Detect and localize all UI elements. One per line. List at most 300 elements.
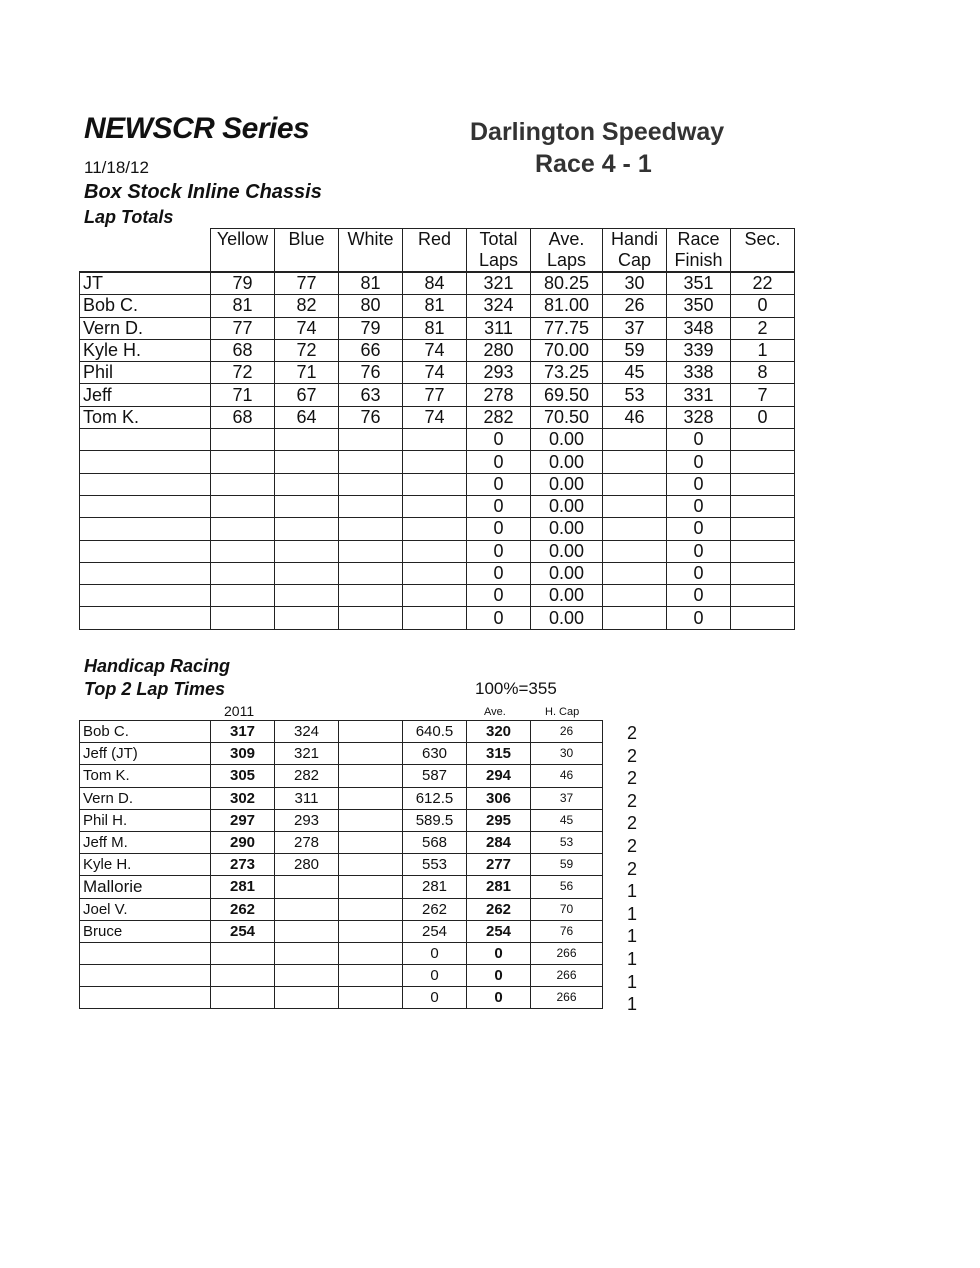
table-cell: 22: [731, 272, 795, 295]
handicap-total-cell: 587: [403, 765, 467, 787]
lap-count: 1: [627, 971, 638, 992]
table-row: [80, 272, 795, 295]
handicap-hcap-cell: 266: [531, 942, 603, 964]
racer-name: Joel V.: [80, 898, 211, 920]
column-header: Race Finish: [667, 229, 731, 273]
table-cell: 0.00: [531, 540, 603, 562]
table-row: [80, 743, 603, 765]
racer-name: Jeff M.: [80, 831, 211, 853]
table-row: [80, 362, 795, 384]
table-cell: [339, 429, 403, 451]
handicap-lap2-cell: [275, 942, 339, 964]
handicap-ave-cell: 254: [467, 920, 531, 942]
lap-count: 2: [627, 745, 638, 766]
table-cell: 37: [603, 317, 667, 339]
table-cell: [603, 518, 667, 540]
hcap-label: H. Cap: [545, 706, 580, 718]
lap-count: 2: [627, 723, 638, 743]
table-cell: 46: [603, 406, 667, 428]
lap-count: 1: [627, 881, 638, 902]
table-cell: 71: [211, 384, 275, 406]
handicap-hcap-cell: 266: [531, 965, 603, 987]
handicap-ave-cell: 284: [467, 831, 531, 853]
lap-count: 2: [627, 768, 638, 789]
handicap-hcap-cell: 70: [531, 898, 603, 920]
class-title: Box Stock Inline Chassis: [84, 181, 322, 203]
table-cell: 68: [211, 406, 275, 428]
table-row: [80, 473, 795, 495]
table-row: [80, 295, 795, 317]
table-cell: 7: [731, 384, 795, 406]
table-cell: 81: [339, 272, 403, 295]
table-cell: [275, 562, 339, 584]
handicap-lap2-cell: [275, 898, 339, 920]
handicap-y2011-cell: 273: [211, 854, 275, 876]
table-cell: [731, 429, 795, 451]
table-cell: 68: [211, 339, 275, 361]
table-cell: [403, 495, 467, 517]
table-row: [80, 339, 795, 361]
handicap-total-cell: 0: [403, 965, 467, 987]
table-cell: [403, 473, 467, 495]
table-cell: 0.00: [531, 585, 603, 607]
racer-name: Vern D.: [80, 787, 211, 809]
header-blank: [80, 229, 211, 273]
handicap-lap2-cell: [275, 876, 339, 898]
driver-name: Tom K.: [80, 406, 211, 428]
table-cell: 77: [403, 384, 467, 406]
table-cell: 0: [467, 518, 531, 540]
table-cell: [211, 607, 275, 629]
table-cell: 351: [667, 272, 731, 295]
handicap-blank-cell: [339, 854, 403, 876]
track-title: Darlington Speedway: [470, 118, 725, 146]
handicap-ave-cell: 294: [467, 765, 531, 787]
table-row: [80, 721, 603, 743]
driver-name: Kyle H.: [80, 339, 211, 361]
table-cell: [603, 607, 667, 629]
handicap-y2011-cell: [211, 987, 275, 1009]
handicap-hcap-cell: 30: [531, 743, 603, 765]
column-header: White: [339, 229, 403, 273]
handicap-ave-cell: 320: [467, 721, 531, 743]
table-cell: [339, 540, 403, 562]
table-cell: [339, 607, 403, 629]
handicap-total-cell: 0: [403, 942, 467, 964]
racer-name: Jeff (JT): [80, 743, 211, 765]
table-row: [80, 876, 603, 898]
table-cell: 74: [275, 317, 339, 339]
handicap-ave-cell: 0: [467, 987, 531, 1009]
table-cell: 0: [467, 473, 531, 495]
handicap-y2011-cell: 262: [211, 898, 275, 920]
column-header: Sec.: [731, 229, 795, 273]
handicap-y2011-cell: 254: [211, 920, 275, 942]
handicap-hcap-cell: 45: [531, 809, 603, 831]
handicap-blank-cell: [339, 965, 403, 987]
driver-name: [80, 495, 211, 517]
handicap-ave-cell: 295: [467, 809, 531, 831]
table-cell: [339, 585, 403, 607]
table-row: [80, 765, 603, 787]
table-cell: 0: [467, 607, 531, 629]
table-cell: 0: [731, 295, 795, 317]
table-cell: [275, 518, 339, 540]
racer-name: Kyle H.: [80, 854, 211, 876]
table-cell: [275, 607, 339, 629]
table-cell: 0: [667, 518, 731, 540]
table-cell: [275, 495, 339, 517]
table-row: [80, 607, 795, 629]
handicap-blank-cell: [339, 721, 403, 743]
table-cell: 67: [275, 384, 339, 406]
handicap-lap2-cell: 280: [275, 854, 339, 876]
table-cell: [731, 585, 795, 607]
driver-name: Bob C.: [80, 295, 211, 317]
handicap-blank-cell: [339, 787, 403, 809]
table-cell: [211, 562, 275, 584]
table-cell: [603, 495, 667, 517]
table-row: [80, 898, 603, 920]
column-header: Handi Cap: [603, 229, 667, 273]
handicap-blank-cell: [339, 942, 403, 964]
table-cell: 79: [339, 317, 403, 339]
lap-count: 1: [627, 948, 638, 969]
table-cell: [731, 518, 795, 540]
table-cell: 73.25: [531, 362, 603, 384]
table-cell: 72: [275, 339, 339, 361]
handicap-lap2-cell: 293: [275, 809, 339, 831]
table-cell: [603, 585, 667, 607]
table-cell: 0.00: [531, 451, 603, 473]
table-cell: 331: [667, 384, 731, 406]
table-cell: [275, 473, 339, 495]
table-cell: 0: [667, 607, 731, 629]
driver-name: [80, 518, 211, 540]
column-header: Yellow: [211, 229, 275, 273]
racer-name: Phil H.: [80, 809, 211, 831]
handicap-blank-cell: [339, 743, 403, 765]
table-cell: 0: [467, 540, 531, 562]
driver-name: Jeff: [80, 384, 211, 406]
handicap-blank-cell: [339, 765, 403, 787]
table-cell: 0: [467, 495, 531, 517]
table-cell: 350: [667, 295, 731, 317]
handicap-subtitle: Top 2 Lap Times: [84, 679, 226, 699]
table-cell: 0: [667, 451, 731, 473]
table-row: [80, 429, 795, 451]
table-cell: 74: [403, 339, 467, 361]
table-cell: [211, 585, 275, 607]
table-cell: 280: [467, 339, 531, 361]
percent-note: 100%=355: [475, 679, 557, 698]
handicap-hcap-cell: 46: [531, 765, 603, 787]
handicap-y2011-cell: [211, 942, 275, 964]
column-header: Blue: [275, 229, 339, 273]
table-row: [80, 451, 795, 473]
handicap-hcap-cell: 37: [531, 787, 603, 809]
table-cell: 84: [403, 272, 467, 295]
handicap-lap2-cell: [275, 920, 339, 942]
handicap-ave-cell: 281: [467, 876, 531, 898]
lap-totals-title: Lap Totals: [84, 207, 174, 227]
handicap-ave-cell: 277: [467, 854, 531, 876]
table-cell: 66: [339, 339, 403, 361]
table-cell: [275, 429, 339, 451]
lap-count: 1: [627, 926, 638, 947]
table-cell: 77: [211, 317, 275, 339]
racer-name: [80, 942, 211, 964]
year-label: 2011: [224, 703, 255, 719]
table-cell: 81: [403, 295, 467, 317]
table-cell: [211, 429, 275, 451]
table-cell: 0.00: [531, 518, 603, 540]
table-cell: 77.75: [531, 317, 603, 339]
column-header: Total Laps: [467, 229, 531, 273]
handicap-ave-cell: 306: [467, 787, 531, 809]
ave-label: Ave.: [484, 706, 506, 718]
table-cell: [603, 451, 667, 473]
handicap-ave-cell: 262: [467, 898, 531, 920]
table-cell: 0: [667, 473, 731, 495]
driver-name: [80, 451, 211, 473]
driver-name: [80, 473, 211, 495]
table-cell: 293: [467, 362, 531, 384]
table-cell: 0: [667, 562, 731, 584]
table-cell: 8: [731, 362, 795, 384]
table-cell: 71: [275, 362, 339, 384]
handicap-hcap-cell: 59: [531, 854, 603, 876]
table-cell: 348: [667, 317, 731, 339]
table-cell: 79: [211, 272, 275, 295]
table-cell: [339, 518, 403, 540]
table-cell: 278: [467, 384, 531, 406]
table-row: [80, 585, 795, 607]
handicap-lap2-cell: [275, 965, 339, 987]
table-cell: [339, 451, 403, 473]
table-row: [80, 562, 795, 584]
table-cell: [731, 562, 795, 584]
table-cell: [275, 451, 339, 473]
handicap-y2011-cell: 309: [211, 743, 275, 765]
table-cell: 81: [211, 295, 275, 317]
driver-name: [80, 429, 211, 451]
table-cell: 59: [603, 339, 667, 361]
table-row: [80, 384, 795, 406]
lap-count: 2: [627, 790, 638, 811]
table-cell: [211, 473, 275, 495]
handicap-title: Handicap Racing: [84, 656, 231, 676]
table-cell: 81: [403, 317, 467, 339]
table-cell: 0.00: [531, 607, 603, 629]
lap-count: 2: [627, 813, 638, 834]
table-row: [80, 809, 603, 831]
table-cell: 69.50: [531, 384, 603, 406]
table-cell: [403, 518, 467, 540]
lap-count: 2: [627, 858, 638, 879]
handicap-lap2-cell: 311: [275, 787, 339, 809]
handicap-y2011-cell: 302: [211, 787, 275, 809]
race-date: 11/18/12: [84, 158, 149, 177]
table-cell: 339: [667, 339, 731, 361]
table-cell: [403, 451, 467, 473]
handicap-blank-cell: [339, 831, 403, 853]
table-cell: 0: [667, 585, 731, 607]
handicap-total-cell: 630: [403, 743, 467, 765]
handicap-y2011-cell: [211, 965, 275, 987]
table-cell: 74: [403, 406, 467, 428]
table-cell: 72: [211, 362, 275, 384]
table-row: [80, 987, 603, 1009]
table-cell: 53: [603, 384, 667, 406]
table-cell: 0: [667, 495, 731, 517]
race-title: Race 4 - 1: [535, 150, 652, 178]
table-row: [80, 920, 603, 942]
table-cell: 70.50: [531, 406, 603, 428]
handicap-total-cell: 262: [403, 898, 467, 920]
table-cell: 2: [731, 317, 795, 339]
table-cell: 311: [467, 317, 531, 339]
handicap-hcap-cell: 56: [531, 876, 603, 898]
table-cell: [339, 562, 403, 584]
handicap-y2011-cell: 290: [211, 831, 275, 853]
table-cell: [403, 562, 467, 584]
table-cell: 328: [667, 406, 731, 428]
column-header: Ave. Laps: [531, 229, 603, 273]
driver-name: Vern D.: [80, 317, 211, 339]
table-row: [80, 942, 603, 964]
driver-name: JT: [80, 272, 211, 295]
table-cell: [731, 495, 795, 517]
handicap-y2011-cell: 317: [211, 721, 275, 743]
racer-name: [80, 965, 211, 987]
table-row: [80, 518, 795, 540]
table-cell: 64: [275, 406, 339, 428]
table-cell: [211, 540, 275, 562]
racer-name: Tom K.: [80, 765, 211, 787]
handicap-blank-cell: [339, 987, 403, 1009]
handicap-lap2-cell: 282: [275, 765, 339, 787]
table-cell: 338: [667, 362, 731, 384]
table-cell: 324: [467, 295, 531, 317]
table-cell: [403, 429, 467, 451]
table-cell: [603, 540, 667, 562]
table-cell: 0: [731, 406, 795, 428]
table-cell: [731, 540, 795, 562]
driver-name: [80, 607, 211, 629]
handicap-total-cell: 553: [403, 854, 467, 876]
table-cell: 63: [339, 384, 403, 406]
racer-name: Mallorie: [80, 876, 211, 898]
handicap-hcap-cell: 53: [531, 831, 603, 853]
driver-name: [80, 585, 211, 607]
series-title: NEWSCR Series: [84, 112, 310, 145]
handicap-total-cell: 612.5: [403, 787, 467, 809]
lap-table-header: [80, 229, 795, 273]
table-cell: 0: [667, 429, 731, 451]
handicap-count-column: [627, 722, 637, 1016]
table-cell: [603, 562, 667, 584]
handicap-ave-cell: 315: [467, 743, 531, 765]
handicap-y2011-cell: 297: [211, 809, 275, 831]
handicap-lap2-cell: 278: [275, 831, 339, 853]
table-cell: [211, 518, 275, 540]
table-row: [80, 854, 603, 876]
handicap-hcap-cell: 266: [531, 987, 603, 1009]
table-row: [80, 495, 795, 517]
lap-count: 1: [627, 994, 638, 1015]
table-cell: [403, 540, 467, 562]
handicap-y2011-cell: 281: [211, 876, 275, 898]
table-cell: 77: [275, 272, 339, 295]
table-cell: [211, 495, 275, 517]
table-row: [80, 540, 795, 562]
table-cell: [339, 495, 403, 517]
table-cell: 74: [403, 362, 467, 384]
table-cell: [731, 473, 795, 495]
table-cell: [731, 451, 795, 473]
table-cell: 0: [467, 562, 531, 584]
handicap-blank-cell: [339, 809, 403, 831]
table-cell: [275, 540, 339, 562]
driver-name: [80, 540, 211, 562]
table-cell: [403, 607, 467, 629]
racer-name: Bob C.: [80, 721, 211, 743]
table-cell: [275, 585, 339, 607]
lap-count: 1: [627, 903, 638, 924]
table-cell: 81.00: [531, 295, 603, 317]
column-header: Red: [403, 229, 467, 273]
table-cell: 80: [339, 295, 403, 317]
table-row: [80, 317, 795, 339]
handicap-ave-cell: 0: [467, 965, 531, 987]
table-cell: 282: [467, 406, 531, 428]
table-cell: 0.00: [531, 473, 603, 495]
handicap-lap2-cell: 324: [275, 721, 339, 743]
table-row: [80, 787, 603, 809]
handicap-y2011-cell: 305: [211, 765, 275, 787]
table-cell: [731, 607, 795, 629]
table-cell: 1: [731, 339, 795, 361]
table-cell: 76: [339, 362, 403, 384]
handicap-hcap-cell: 26: [531, 721, 603, 743]
handicap-blank-cell: [339, 876, 403, 898]
table-cell: 0.00: [531, 429, 603, 451]
table-row: [80, 965, 603, 987]
table-cell: [403, 585, 467, 607]
handicap-table: [79, 720, 603, 1009]
driver-name: [80, 562, 211, 584]
racer-name: [80, 987, 211, 1009]
table-cell: 0.00: [531, 495, 603, 517]
table-cell: 0: [467, 451, 531, 473]
table-cell: 45: [603, 362, 667, 384]
table-cell: 76: [339, 406, 403, 428]
handicap-lap2-cell: [275, 987, 339, 1009]
handicap-lap2-cell: 321: [275, 743, 339, 765]
table-cell: [603, 429, 667, 451]
handicap-blank-cell: [339, 898, 403, 920]
table-row: [80, 831, 603, 853]
lap-count: 2: [627, 835, 638, 856]
handicap-total-cell: 568: [403, 831, 467, 853]
driver-name: Phil: [80, 362, 211, 384]
table-cell: [603, 473, 667, 495]
handicap-total-cell: 0: [403, 987, 467, 1009]
handicap-total-cell: 589.5: [403, 809, 467, 831]
table-cell: 26: [603, 295, 667, 317]
table-row: [80, 406, 795, 428]
